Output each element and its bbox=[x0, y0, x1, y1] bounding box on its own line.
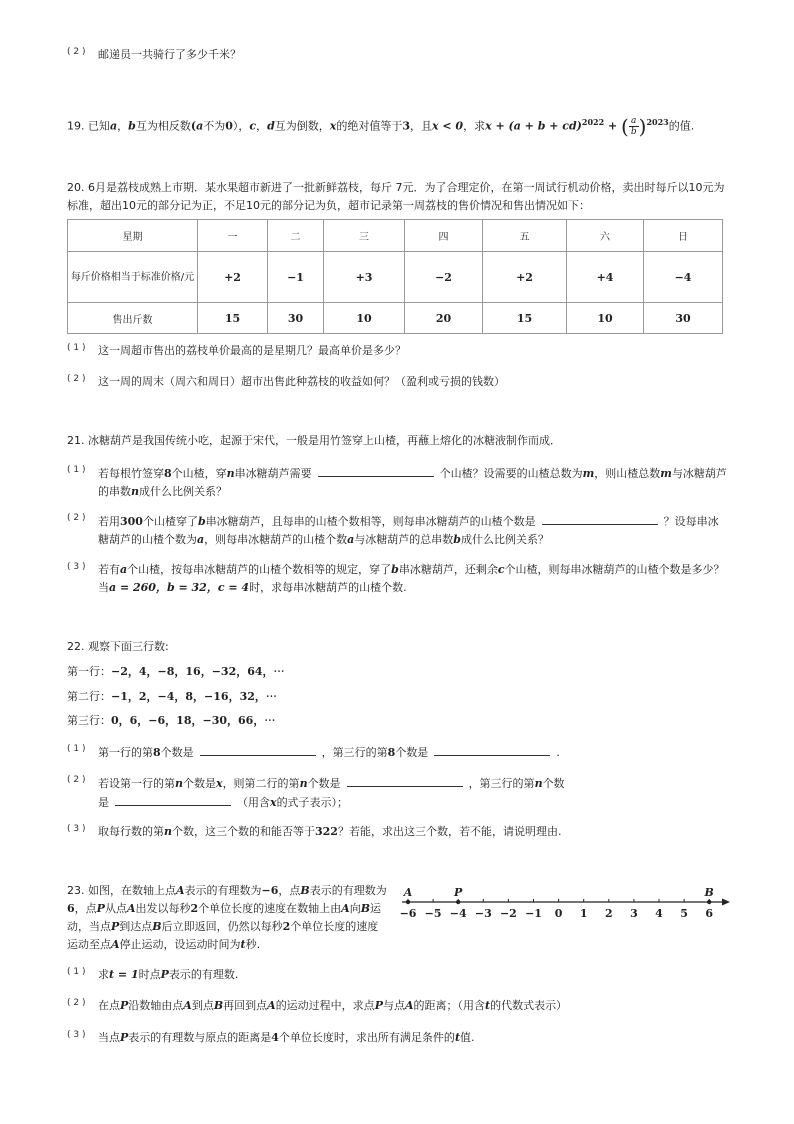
axis-tick-label: −4 bbox=[449, 907, 467, 920]
table-cell: +2 bbox=[483, 252, 567, 303]
part-number: ( 3 ) bbox=[67, 562, 86, 572]
axis-tick-label: −5 bbox=[424, 907, 442, 920]
axis-tick-label: 1 bbox=[579, 907, 588, 920]
sequence-row-2: 第二行：−1，2，−4，8，−16，32，⋯ bbox=[67, 690, 277, 703]
axis-tick-label: 2 bbox=[604, 907, 613, 920]
axis-point bbox=[456, 900, 460, 904]
part-text: 邮递员一共骑行了多少千米？ bbox=[98, 48, 241, 61]
table-cell: 15 bbox=[483, 303, 567, 334]
table-cell: 30 bbox=[268, 303, 324, 334]
fraction-a-over-b: $\frac{a}{b}$ bbox=[630, 116, 637, 138]
part-number: ( 1 ) bbox=[67, 744, 86, 754]
axis-tick-label: 0 bbox=[554, 907, 563, 920]
axis-arrow-icon bbox=[722, 899, 730, 906]
part-number: ( 2 ) bbox=[67, 47, 86, 57]
table-cell: 三 bbox=[324, 220, 405, 252]
question-20-stem: 20. 6月是荔枝成熟上市期．某水果超市新进了一批新鲜荔枝，每斤 7元．为了合理定价，在第一周试行机动价格，卖出时每斤以10元为标准，超出10元的部分记为正，不足10元的部分记为负，超市记录第一周荔枝的售价情况和售出情况如下： bbox=[67, 181, 725, 212]
sequence-row-3: 第三行：0，6，−6，18，−30，66，⋯ bbox=[67, 714, 276, 727]
axis-tick-label: −6 bbox=[399, 907, 417, 920]
table-cell: 日 bbox=[644, 220, 723, 252]
table-cell: 每斤价格相当于标准价格/元 bbox=[68, 252, 198, 303]
axis-point-label: A bbox=[403, 886, 413, 899]
axis-tick-label: 5 bbox=[680, 907, 688, 920]
part-number: ( 2 ) bbox=[67, 998, 86, 1008]
part-number: ( 2 ) bbox=[67, 775, 86, 785]
table-cell: −2 bbox=[405, 252, 483, 303]
part-text: 这一周的周末（周六和周日）超市出售此种荔枝的收益如何？（盈利或亏损的钱数） bbox=[98, 375, 505, 388]
axis-point bbox=[707, 900, 711, 904]
sequence-row-1: 第一行：−2，4，−8，16，−32，64，⋯ bbox=[67, 665, 285, 678]
axis-tick-label: 6 bbox=[705, 907, 714, 920]
table-row-price bbox=[68, 252, 723, 303]
q22-part2: ( 2 ) 若设第一行的第n个数是x，则第二行的第n个数是 ，第三行的第n个数 是 （用含x的式子表示）； bbox=[67, 774, 729, 814]
part-number: ( 3 ) bbox=[67, 1030, 86, 1040]
table-cell: +3 bbox=[324, 252, 405, 303]
table-cell: +4 bbox=[567, 252, 644, 303]
table-cell: 五 bbox=[483, 220, 567, 252]
lychee-price-table bbox=[67, 219, 723, 334]
table-header-row bbox=[68, 220, 723, 252]
part-number: ( 1 ) bbox=[67, 967, 86, 977]
number-line-figure bbox=[396, 880, 732, 926]
table-cell: −4 bbox=[644, 252, 723, 303]
question-23-stem: 23. 如图，在数轴上点A表示的有理数为−6，点B表示的有理数为6，点P从点A出发以每秒2个单位长度的速度在数轴上由A向B运动，当点P到达点B后立即返回，仍然以每秒2个单位长度的速度运动至点A停止运动，设运动时间为t秒. bbox=[67, 884, 387, 951]
table-row-sold bbox=[68, 303, 723, 334]
table-cell: 星期 bbox=[68, 220, 198, 252]
axis-point bbox=[406, 900, 410, 904]
answer-blank[interactable] bbox=[347, 774, 463, 787]
table-cell: +2 bbox=[198, 252, 268, 303]
answer-blank[interactable] bbox=[115, 793, 231, 806]
table-cell: 20 bbox=[405, 303, 483, 334]
q21-part2: ( 2 ) 若用300个山楂穿了b串冰糖葫芦，且每串的山楂个数相等，则每串冰糖葫芦的山楂个数是 ？设每串冰糖葫芦的山楂个数为a，则每串冰糖葫芦的山楂个数a与冰糖葫芦的总串数b成什么比例关系？ bbox=[67, 512, 729, 552]
table-cell: 10 bbox=[567, 303, 644, 334]
q21-part3: ( 3 ) 若有a个山楂，按每串冰糖葫芦的山楂个数相等的规定，穿了b串冰糖葫芦，还剩余c个山楂，则每串冰糖葫芦的山楂个数是多少？当a = 260，b = 32，c = 4时，求每串冰糖葫芦的山楂个数. bbox=[67, 561, 729, 601]
table-cell: 15 bbox=[198, 303, 268, 334]
table-cell: 30 bbox=[644, 303, 723, 334]
part-number: ( 1 ) bbox=[67, 465, 86, 475]
table-cell: 10 bbox=[324, 303, 405, 334]
axis-tick-label: −3 bbox=[474, 907, 492, 920]
part-number: ( 3 ) bbox=[67, 824, 86, 834]
answer-blank[interactable] bbox=[542, 512, 658, 525]
axis-tick-label: −1 bbox=[525, 907, 542, 920]
axis-tick-label: 3 bbox=[630, 907, 638, 920]
axis-point-label: P bbox=[454, 886, 463, 899]
table-cell: 六 bbox=[567, 220, 644, 252]
part-number: ( 1 ) bbox=[67, 343, 86, 353]
answer-blank[interactable] bbox=[318, 464, 434, 477]
part-text: 这一周超市售出的荔枝单价最高的是星期几？最高单价是多少？ bbox=[98, 344, 406, 357]
answer-blank[interactable] bbox=[200, 743, 316, 756]
exam-page: ( 2 ) 邮递员一共骑行了多少千米？ 19. 已知a，b互为相反数(a不为0），c，d互为倒数，x的绝对值等于3，且x < 0，求x + (a + b + cd)$^{2022}$ + ( $\frac{a}{b}$ )$^{2023}$的值. 20. 6月是荔枝成熟上市期．某水果超市新进了一批新鲜荔枝，每斤 7元．为了合理定价，在第一周试行机动价格，卖出时每斤以10元为标准，超出10元的部分记为正，不足10元的部分记为负，超市记录第一周荔枝的售价情况和售出情况如下： 星期 一 二 三 四 五 六 日 每斤价格相当于标准价格/元 +2 −1 +3 −2 +2 +4 −4 售出斤数 15 30 10 20 15 10 30 ( 1 ) 这一周超市售出的荔枝单价最高的是星期几？最高单价是多少？ ( 2 ) 这一周的周末（周六和周日）超市出售此种荔枝的收益如何？（盈利或亏损的钱数） 21. 冰糖葫芦是我国传统小吃，起源于宋代，一般是用竹签穿上山楂，再蘸上熔化的冰糖液制作而成． ( 1 ) 若每根竹签穿8个山楂，穿n串冰糖葫芦需要 个山楂？设需要的山楂总数为m，则山楂总数m与冰糖葫芦的串数n成什么比例关系？ ( 2 ) 若用300个山楂穿了b串冰糖葫芦，且每串的山楂个数相等，则每串冰糖葫芦的山楂个数是 ？设每串冰糖葫芦的山楂个数为a，则每串冰糖葫芦的山楂个数a与冰糖葫芦的总串数b成什么比例关系？ ( 3 ) 若有a个山楂，按每串冰糖葫芦的山楂个数相等的规定，穿了b串冰糖葫芦，还剩余c个山楂，则每串冰糖葫芦的山楂个数是多少？当a = 260，b = 32，c = 4时，求每串冰糖葫芦的山楂个数. 22. 观察下面三行数: 第一行：−2，4，−8，16，−32，64，⋯ 第二行：−1，2，−4，8，−16，32，⋯ 第三行：0，6，−6，18，−30，66，⋯ ( 1 ) 第一行的第8个数是 ，第三行的第8个数是 . ( 2 ) 若设第一行的第n个数是x，则第二行的第n个数是 ，第三行的第n个数 是 （用含x的式子表示）； ( 3 ) 取每行数的第n个数，这三个数的和能否等于322？若能，求出这三个数，若不能，请说明理由. 23. 如图，在数轴上点A表示的有理数为−6，点B表示的有理数为6，点P从点A出发以每秒2个单位长度的速度在数轴上由A向B运动，当点P到达点B后立即返回，仍然以每秒2个单位长度的速度运动至点A停止运动，设运动时间为t秒. −6 −5 −4 −3 −2 −1 0 1 2 3 4 5 6 A P B ( 1 ) 求t = 1时点P表示的有理数. ( 2 ) 在点P沿数轴由点A到点B再回到点A的运动过程中，求点P与点A的距离；（用含t的代数式表示） ( 3 ) 当点P表示的有理数与原点的距离是4个单位长度时，求出所有满足条件的t值. bbox=[0, 0, 794, 1124]
table-cell: −1 bbox=[268, 252, 324, 303]
answer-blank[interactable] bbox=[434, 743, 550, 756]
table-cell: 售出斤数 bbox=[68, 303, 198, 334]
table-cell: 四 bbox=[405, 220, 483, 252]
table-cell: 二 bbox=[268, 220, 324, 252]
axis-tick-label: −2 bbox=[499, 907, 517, 920]
table-cell: 一 bbox=[198, 220, 268, 252]
question-22-stem: 22. 观察下面三行数: bbox=[67, 640, 169, 653]
axis-tick-label: 4 bbox=[655, 907, 663, 920]
part-number: ( 2 ) bbox=[67, 513, 86, 523]
question-19: 19. 已知a，b互为相反数(a不为0），c，d互为倒数，x的绝对值等于3，且x < 0，求x + (a + b + cd)$^{2022}$ + ( $\frac{a}{b}$ )$^{2023}$的值. bbox=[67, 114, 695, 139]
part-number: ( 2 ) bbox=[67, 374, 86, 384]
axis-point-label: B bbox=[704, 886, 714, 899]
q21-part1: ( 1 ) 若每根竹签穿8个山楂，穿n串冰糖葫芦需要 个山楂？设需要的山楂总数为m，则山楂总数m与冰糖葫芦的串数n成什么比例关系？ bbox=[67, 464, 729, 504]
question-21-stem: 21. 冰糖葫芦是我国传统小吃，起源于宋代，一般是用竹签穿上山楂，再蘸上熔化的冰糖液制作而成． bbox=[67, 434, 561, 447]
